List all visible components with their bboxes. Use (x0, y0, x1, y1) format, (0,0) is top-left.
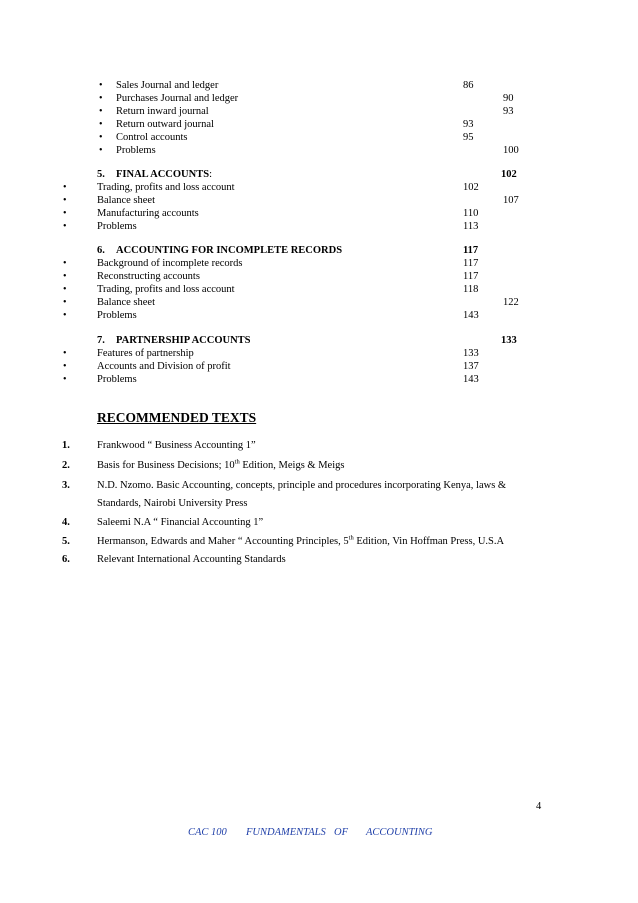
section-number: 6. (97, 245, 105, 256)
section-number: 7. (97, 335, 105, 346)
toc-item-label: Manufacturing accounts (97, 208, 199, 219)
list-number: 6. (62, 554, 70, 565)
toc-item-page: 137 (463, 361, 479, 372)
toc-item-label: Background of incomplete records (97, 258, 243, 269)
toc-item-page: 122 (503, 297, 519, 308)
bullet-icon: • (63, 271, 67, 282)
footer-course-code: CAC 100 (188, 827, 227, 838)
section-page: 117 (463, 245, 479, 256)
toc-sub-page: 90 (503, 93, 514, 104)
section-page: 133 (501, 335, 517, 346)
toc-sub-label: Sales Journal and ledger (116, 80, 219, 91)
bullet-icon: • (63, 297, 67, 308)
toc-item-label: Trading, profits and loss account (97, 182, 235, 193)
bullet-icon: • (63, 361, 67, 372)
bullet-icon: • (63, 310, 67, 321)
section-number: 5. (97, 169, 105, 180)
toc-sub-label: Return outward journal (116, 119, 214, 130)
bullet-icon: • (99, 132, 103, 143)
bullet-icon: • (63, 182, 67, 193)
bullet-icon: • (99, 80, 103, 91)
list-item: Frankwood “ Business Accounting 1” (97, 440, 256, 451)
bullet-icon: • (63, 374, 67, 385)
list-number: 1. (62, 440, 70, 451)
bullet-icon: • (99, 93, 103, 104)
bullet-icon: • (63, 284, 67, 295)
bullet-icon: • (63, 348, 67, 359)
toc-sub-page: 86 (463, 80, 474, 91)
list-item: Hermanson, Edwards and Maher “ Accounting Principles, 5th Edition, Vin Hoffman Press, U.S.A (97, 534, 505, 547)
toc-item-label: Accounts and Division of profit (97, 361, 231, 372)
list-item: N.D. Nzomo. Basic Accounting, concepts, principle and procedures incorporating Kenya, laws & (97, 480, 507, 491)
recommended-title: RECOMMENDED TEXTS (97, 410, 257, 425)
page-number: 4 (536, 801, 542, 812)
toc-item-label: Balance sheet (97, 297, 156, 308)
toc-item-page: 133 (463, 348, 479, 359)
bullet-icon: • (99, 145, 103, 156)
toc-sub-label: Problems (116, 145, 156, 156)
list-item: Saleemi N.A “ Financial Accounting 1” (97, 517, 264, 528)
toc-item-label: Problems (97, 221, 137, 232)
toc-sub-page: 95 (463, 132, 474, 143)
toc-item-label: Trading, profits and loss account (97, 284, 235, 295)
toc-item-label: Features of partnership (97, 348, 194, 359)
section-heading: ACCOUNTING FOR INCOMPLETE RECORDS (116, 245, 343, 256)
toc-item-page: 143 (463, 310, 479, 321)
list-number: 2. (62, 460, 70, 471)
footer-word: FUNDAMENTALS (246, 827, 326, 838)
bullet-icon: • (63, 208, 67, 219)
toc-item-page: 118 (463, 284, 479, 295)
toc-item-page: 107 (503, 195, 519, 206)
toc-item-page: 143 (463, 374, 479, 385)
list-number: 4. (62, 517, 70, 528)
toc-item-page: 113 (463, 221, 479, 232)
toc-sub-label: Control accounts (116, 132, 188, 143)
toc-item-page: 110 (463, 208, 479, 219)
toc-item-page: 117 (463, 258, 479, 269)
toc-sub-label: Return inward journal (116, 106, 209, 117)
toc-sub-page: 100 (503, 145, 519, 156)
toc-item-label: Balance sheet (97, 195, 156, 206)
list-item: Relevant International Accounting Standards (97, 554, 286, 565)
toc-item-label: Reconstructing accounts (97, 271, 200, 282)
section-heading: FINAL ACCOUNTS: (116, 169, 212, 180)
section-heading: PARTNERSHIP ACCOUNTS (116, 335, 251, 346)
bullet-icon: • (99, 119, 103, 130)
footer-word: OF (334, 827, 348, 838)
toc-item-page: 117 (463, 271, 479, 282)
bullet-icon: • (63, 221, 67, 232)
list-item-continuation: Standards, Nairobi University Press (97, 498, 248, 509)
list-number: 5. (62, 536, 70, 547)
list-item: Basis for Business Decisions; 10th Edition, Meigs & Meigs (97, 458, 345, 471)
bullet-icon: • (99, 106, 103, 117)
toc-sub-page: 93 (463, 119, 474, 130)
bullet-icon: • (63, 195, 67, 206)
toc-item-page: 102 (463, 182, 479, 193)
toc-sub-page: 93 (503, 106, 514, 117)
toc-item-label: Problems (97, 310, 137, 321)
section-page: 102 (501, 169, 517, 180)
bullet-icon: • (63, 258, 67, 269)
toc-sub-label: Purchases Journal and ledger (116, 93, 239, 104)
list-number: 3. (62, 480, 70, 491)
footer-word: ACCOUNTING (366, 827, 433, 838)
toc-item-label: Problems (97, 374, 137, 385)
